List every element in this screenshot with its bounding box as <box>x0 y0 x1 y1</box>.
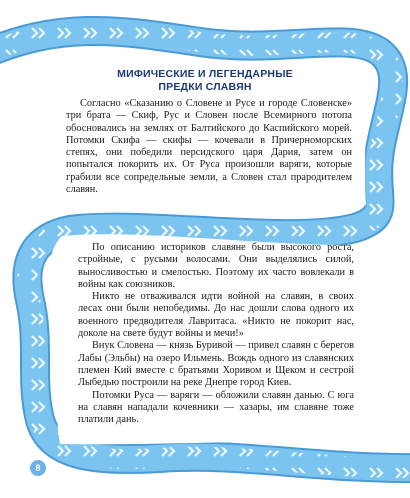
paragraph: Никто не отваживался идти войной на славян, в своих лесах они были непобедимы. До нас дошли слова одного их военного предводителя Лавритаса. «Никто не покорит нас, доколе на свете будут войны и мечи!» <box>78 291 354 340</box>
paragraph: По описанию историков славяне были высокого роста, стройные, с русыми волосами. Они выделялись силой, выносливостью и смелостью. Поэтому их часто вовлекали в войны как союзников. <box>78 242 354 290</box>
paragraph: Потомки Руса — варяги — обложили славян данью. С юга на славян нападали кочевники — хазары, им славяне тоже платили дань. <box>78 389 354 426</box>
page-number-badge: 8 <box>30 460 46 476</box>
text-block-history <box>78 242 354 426</box>
title-line-1: МИФИЧЕСКИЕ И ЛЕГЕНДАРНЫЕ <box>117 68 293 80</box>
text-block-legend <box>66 98 352 196</box>
paragraph: Внук Словена — князь Буривой — привел славян с берегов Лабы (Эльбы) на озеро Ильмень. Вождь одного из славянских племен Кий вместе с братьями Хоривом и Щеком и сестрой Лыбедью построили на реке Днепре город Киев. <box>78 340 354 389</box>
paragraph: Согласно «Сказанию о Словене и Русе и городе Словенске» три брата — Скиф, Рус и Словен после Всемирного потопа обосновались на землях от Балтийского до Каспийского морей. Потомки Скифа — скифы — кочевали в Причерноморских степях, они победили персидского царя Дария, затем он попытался покорить их. От Руса произошли варяги, которые грабили все сопредельные земли, а Словен стал прародителем славян. <box>66 98 352 196</box>
page-title <box>60 68 350 94</box>
title-line-2: ПРЕДКИ СЛАВЯН <box>158 81 252 93</box>
